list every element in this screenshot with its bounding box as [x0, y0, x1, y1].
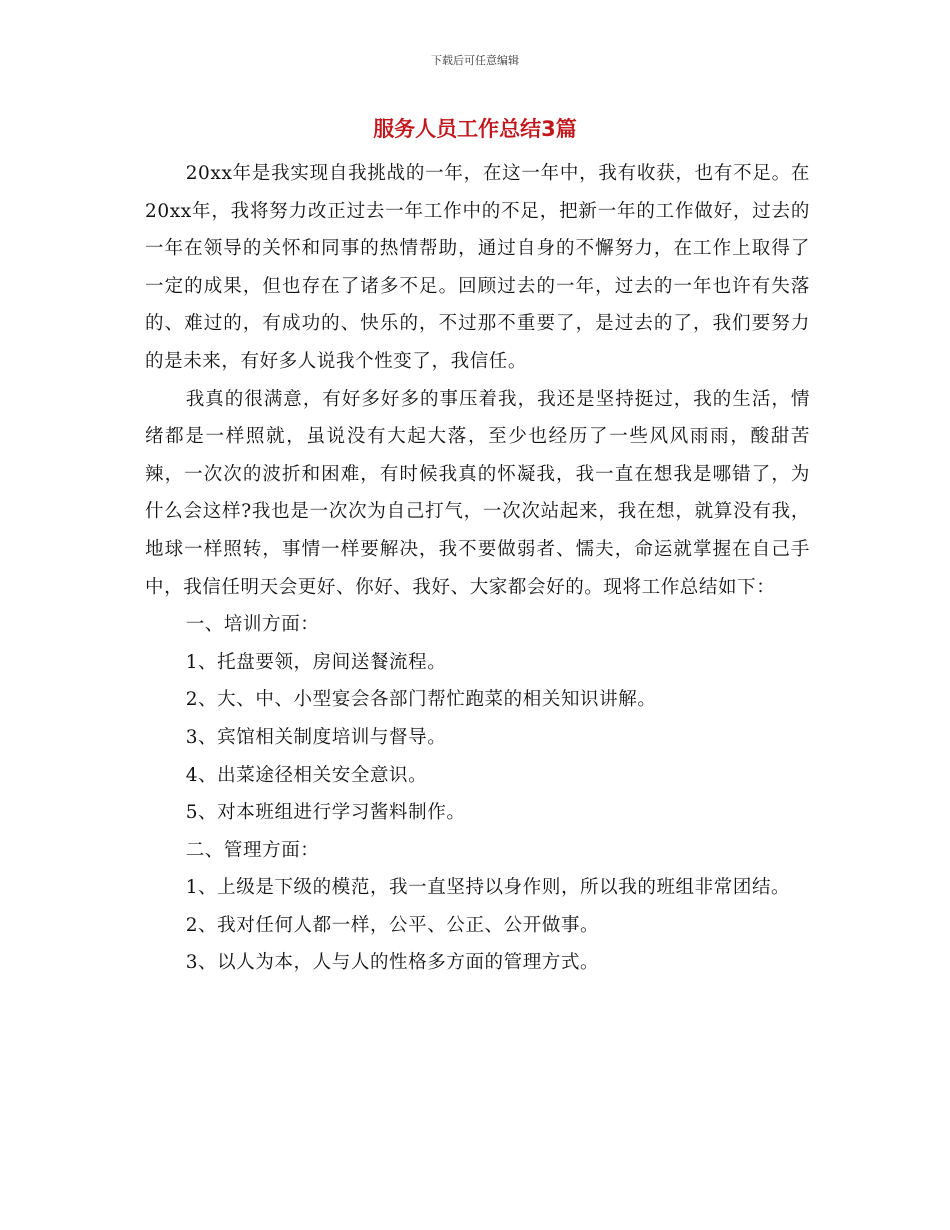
list-item: 1、上级是下级的模范，我一直坚持以身作则，所以我的班组非常团结。 [185, 877, 791, 899]
list-item: 3、宾馆相关制度培训与督导。 [185, 726, 447, 748]
document-body [145, 155, 810, 982]
section-heading-training: 一、培训方面： [185, 614, 320, 636]
list-item: 3、以人为本，人与人的性格多方面的管理方式。 [185, 952, 600, 974]
list-item: 4、出菜途径相关安全意识。 [185, 764, 428, 786]
section-heading-management: 二、管理方面： [185, 839, 320, 861]
list-item: 2、大、中、小型宴会各部门帮忙跑菜的相关知识讲解。 [185, 689, 657, 711]
page-header-note: 下载后可任意编辑 [431, 54, 519, 67]
list-item: 5、对本班组进行学习酱料制作。 [185, 802, 466, 824]
paragraph-intro: 20xx年是我实现自我挑战的一年，在这一年中，我有收获，也有不足。在20xx年，我将努力改正过去一年工作中的不足，把新一年的工作做好，过去的一年在领导的关怀和同事的热情帮助，通过自身的不懈努力，在工作上取得了一定的成果，但也存在了诸多不足。回顾过去的一年，过去的一年也许有失落的、难过的，有成功的、快乐的，不过那不重要了，是过去的了，我们要努力的是未来，有好多人说我个性变了，我信任。 [145, 163, 810, 372]
list-item: 1、托盘要领，房间送餐流程。 [185, 651, 447, 673]
list-item: 2、我对任何人都一样，公平、公正、公开做事。 [185, 914, 600, 936]
paragraph-reflection: 我真的很满意，有好多好多的事压着我，我还是坚持挺过，我的生活，情绪都是一样照就，虽说没有大起大落，至少也经历了一些风风雨雨，酸甜苦辣，一次次的波折和困难，有时候我真的怀凝我，我一直在想我是哪错了，为什么会这样?我也是一次次为自己打气，一次次站起来，我在想，就算没有我，地球一样照转，事情一样要解决，我不要做弱者、懦夫，命运就掌握在自己手中，我信任明天会更好、你好、我好、大家都会好的。现将工作总结如下： [145, 388, 810, 598]
document-title: 服务人员工作总结3篇 [373, 117, 577, 141]
